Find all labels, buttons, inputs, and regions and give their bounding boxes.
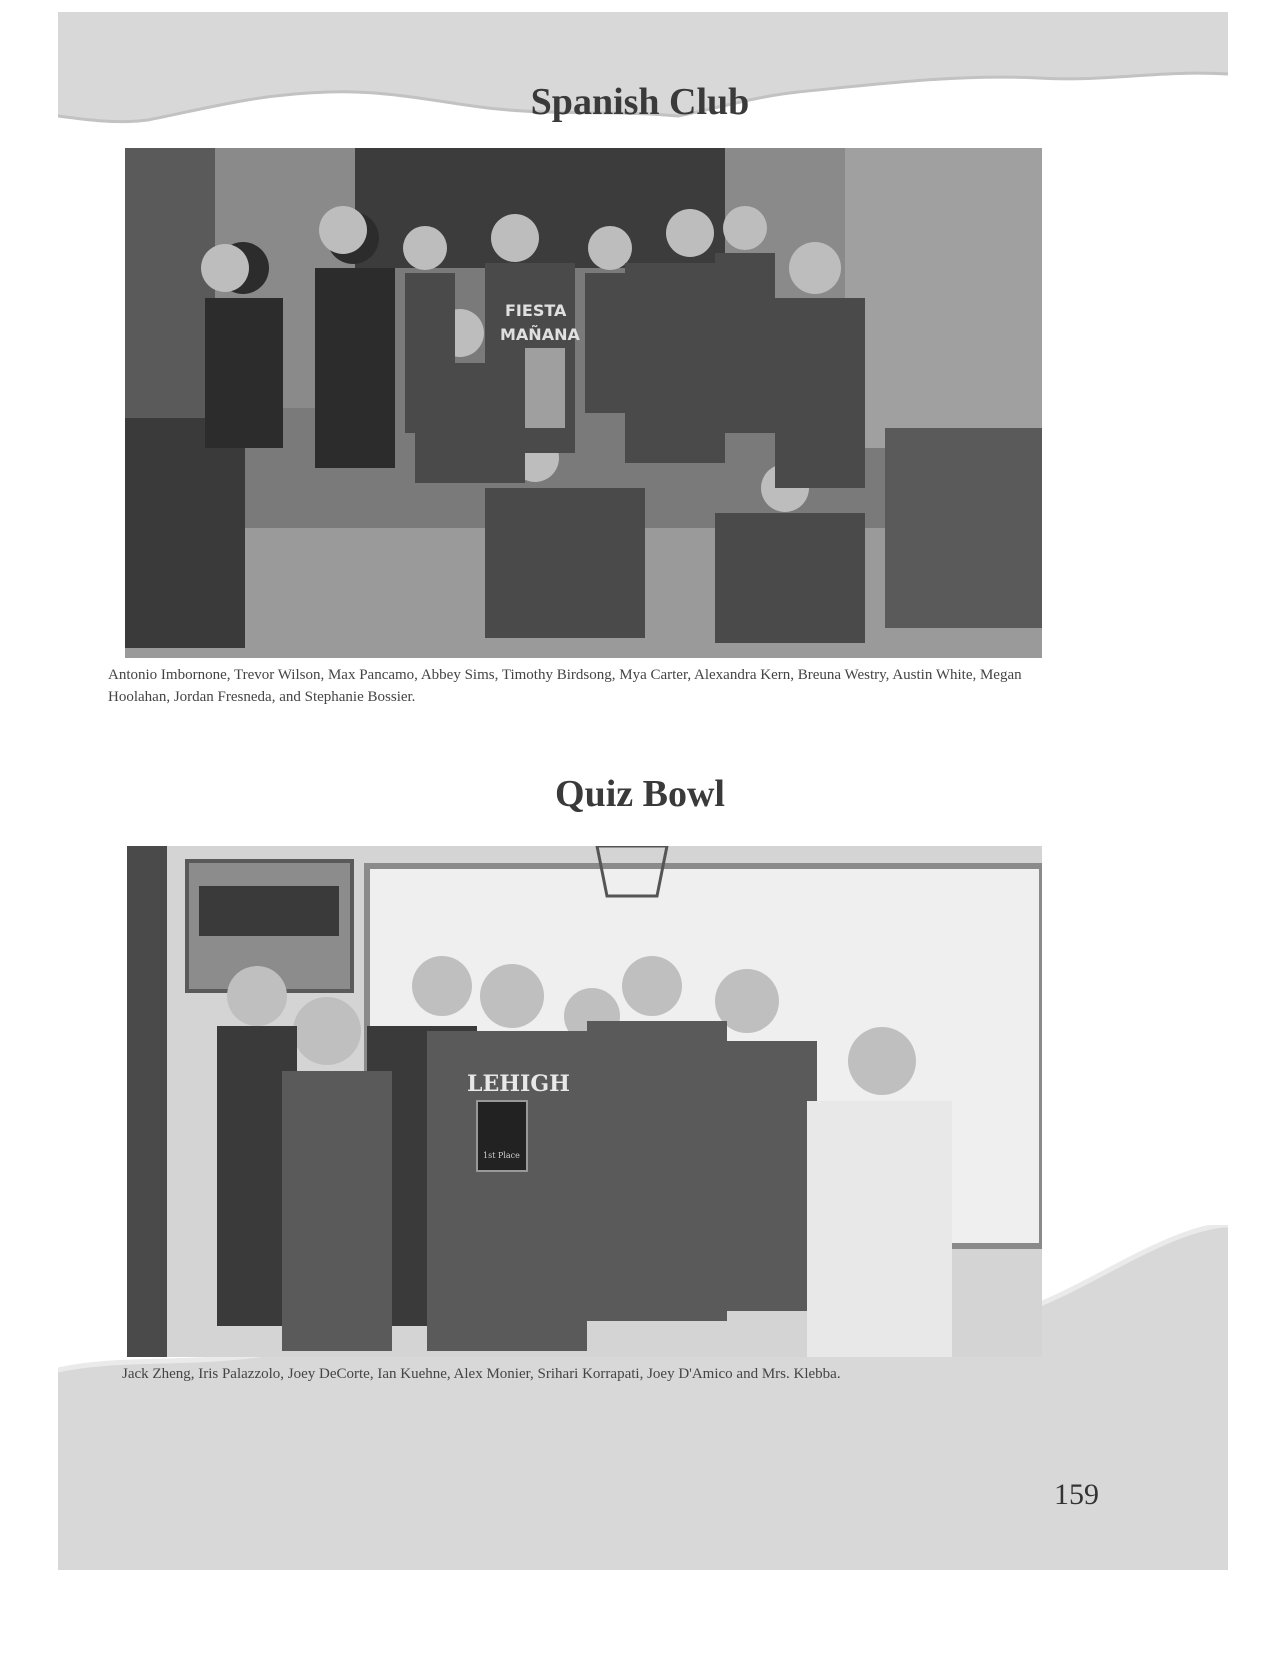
photo-caption-quiz-bowl: Jack Zheng, Iris Palazzolo, Joey DeCorte, Ian Kuehne, Alex Monier, Srihari Korrapati, Joey D'Amico and Mrs. Klebba. <box>122 1366 841 1382</box>
photo-illustration <box>125 148 1042 658</box>
plaque-text: 1st Place <box>483 1151 520 1160</box>
section-title-spanish-club: Spanish Club <box>530 81 750 123</box>
photo-caption-spanish-club: Antonio Imbornone, Trevor Wilson, Max Pancamo, Abbey Sims, Timothy Birdsong, Mya Carter, Alexandra Kern, Breuna Westry, Austin White, Megan Hoolahan, Jordan Fresneda, and Stephanie Bossier. <box>108 667 1022 705</box>
group-photo-quiz-bowl <box>127 846 1042 1357</box>
page-number: 159 <box>1054 1478 1099 1511</box>
section-title-quiz-bowl: Quiz Bowl <box>555 773 725 815</box>
photo-illustration <box>127 846 1042 1357</box>
shirt-text-lehigh: LEHIGH <box>467 1071 570 1097</box>
shirt-text-manana: MAÑANA <box>500 325 580 344</box>
group-photo-spanish-club <box>125 148 1042 658</box>
shirt-text-fiesta: FIESTA <box>505 301 567 320</box>
